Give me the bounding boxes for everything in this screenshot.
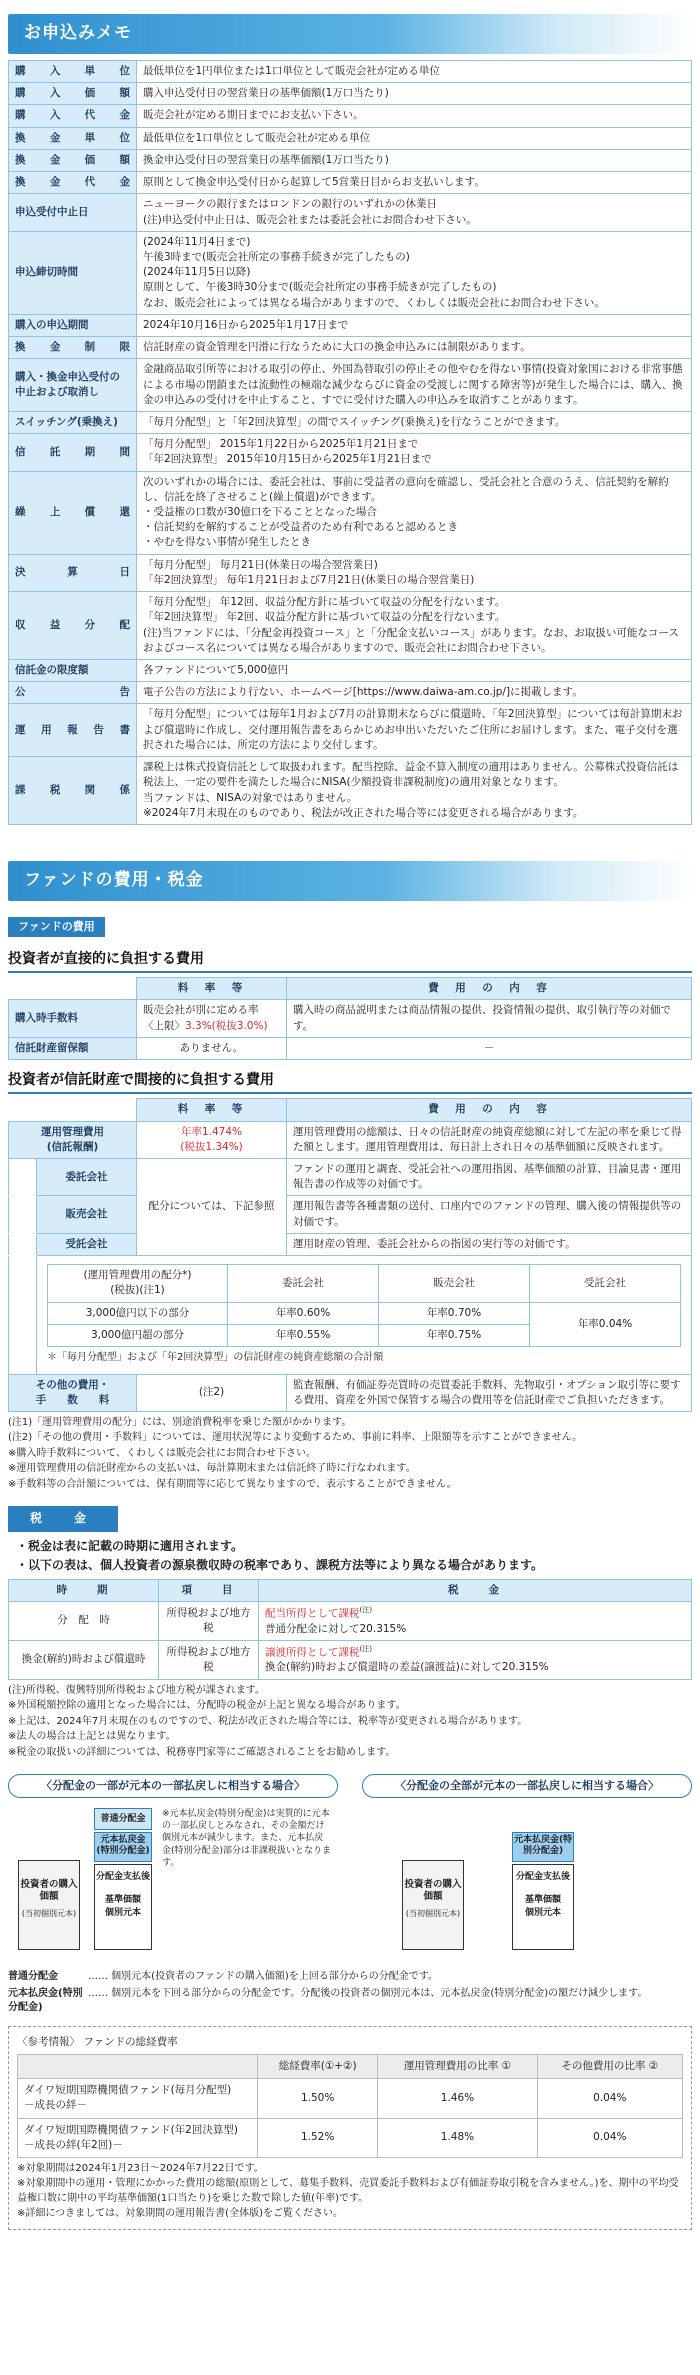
base-price-label: 基準価額 xyxy=(104,1895,141,1906)
memo-row xyxy=(9,660,692,682)
indiv-principal-label-right: 個別元本 xyxy=(524,1908,561,1919)
direct-cost-table xyxy=(8,977,692,1060)
ref-note: ※対象期間中の運用・管理にかかった費用の総額(原則として、募集手数料、売買委託手数料および有価証券取引税を含みません。)を、期中の平均受益権口数に期中の平均基準価額(1口当たり)を乗じた数で除した値(年率)です。 xyxy=(17,2178,679,2204)
memo-row-label: 購入・換金申込受付の中止および取消し xyxy=(9,359,137,412)
split-trustee: 年率0.04% xyxy=(530,1302,681,1346)
memo-row-value: 2024年10月16日から2025年1月17日まで xyxy=(137,314,692,336)
memo-row xyxy=(9,105,692,127)
purchase-fee-label: 購入時手数料 xyxy=(9,1000,137,1037)
split-row2-label: 3,000億円超の部分 xyxy=(48,1324,228,1346)
memo-row xyxy=(9,359,692,412)
memo-row-label: 購 入 価 額 xyxy=(9,83,137,105)
memo-row-value: 信託財産の資金管理を円滑に行なうために大口の換金申込みには制限があります。 xyxy=(137,337,692,359)
tax-note: (注)所得税、復興特別所得税および地方税が課されます。 xyxy=(8,1684,266,1696)
other-fee-rate: (注2) xyxy=(137,1374,287,1411)
mgmt-fee-desc: 運用管理費用の総額は、日々の信託財産の純資産総額に対して左記の率を乗じて得た額とします。運用管理費用は、毎日計上され日々の基準価額に反映されます。 xyxy=(287,1121,692,1158)
memo-row-value: (2024年11月4日まで) 午後3時まで(販売会社所定の事務手続きが完了したもの) (2024年11月5日以降) 原則として、午後3時30分まで(販売会社所定の事務手続きが完了したもの) なお、販売会社によっては異なる場合がありますので、くわしくは販売会社にお問合わせ下さい。 xyxy=(137,231,692,314)
party-consignor-label: 委託会社 xyxy=(37,1159,137,1196)
tax-bullet: ・以下の表は、個人投資者の源泉徴収時の税率であり、課税方法等により異なる場合があります。 xyxy=(16,1558,544,1573)
after-dist-box xyxy=(94,1864,152,1950)
investor-box-right xyxy=(402,1860,464,1950)
fee-note: (注2)「その他の費用・手数料」については、運用状況等により変動するため、事前に料率、上限額等を示すことができません。 xyxy=(8,1432,583,1444)
investor-label: 投資者の購入価額 xyxy=(20,1879,78,1903)
left-note-text: ※元本払戻金(特別分配金)は実質的に元本の一部払戻しとみなされ、その金額だけ個別元本が減少します。また、元本払戻金(特別分配金)部分は非課税扱いとなります。 xyxy=(162,1809,332,1868)
memo-row xyxy=(9,434,692,471)
memo-row-value: 課税上は株式投資信託として取扱われます。配当控除、益金不算入制度の適用はありません。公募株式投資信託は税法上、一定の要件を満たした場合にNISA(少額投資非課税制度)の適用対象となります。 当ファンドは、NISAの対象ではありません。 ※2024年7月末現在のものであり、税法が改正された場合等には変更される場合があります。 xyxy=(137,757,692,825)
split-row1-distributor: 年率0.70% xyxy=(379,1302,530,1324)
memo-row-value: 最低単位を1口単位として販売会社が定める単位 xyxy=(137,127,692,149)
tax-row2-item: 所得税および地方税 xyxy=(159,1640,259,1679)
party-distributor-label: 販売会社 xyxy=(37,1196,137,1233)
fee-note: (注1)「運用管理費用の配分」には、別途消費税率を乗じた額がかかります。 xyxy=(8,1416,352,1428)
memo-row xyxy=(9,704,692,757)
direct-head-rate: 料 率 等 xyxy=(137,978,287,1000)
tax-row1-rate: 普通分配金に対して20.315% xyxy=(265,1622,407,1635)
retention-rate: ありません。 xyxy=(137,1037,287,1059)
memo-row-label: 決 算 日 xyxy=(9,554,137,591)
ref-fund-1: ダイワ短期国際機関債ファンド(毎月分配型) －成長の絆－ xyxy=(18,2079,258,2118)
mgmt-fee-label: 運用管理費用 (信託報酬) xyxy=(9,1121,137,1158)
normal-dist-box: 普通分配金 xyxy=(94,1808,152,1830)
memo-row-label: 購入の申込期間 xyxy=(9,314,137,336)
memo-row xyxy=(9,757,692,825)
tax-head-when: 時 期 xyxy=(9,1579,159,1601)
split-row1-label: 3,000億円以下の部分 xyxy=(48,1302,228,1324)
investor-box xyxy=(18,1860,80,1950)
split-footnote: ＊「毎月分配型」および「年2回決算型」の信託財産の純資産総額の合計額 xyxy=(47,1352,384,1363)
ref-mgmt-2: 1.48% xyxy=(378,2118,537,2157)
memo-row-label: 購 入 単 位 xyxy=(9,61,137,83)
memo-row-label: スイッチング(乗換え) xyxy=(9,411,137,433)
split-head-1: 委託会社 xyxy=(228,1265,379,1302)
tax-label: 税 金 xyxy=(8,1506,118,1531)
fee-note: ※購入時手数料について、くわしくは販売会社にお問合わせ下さい。 xyxy=(8,1447,316,1459)
memo-row xyxy=(9,149,692,171)
ref-fund-2: ダイワ短期国際機関債ファンド(年2回決算型) －成長の絆(年2回)－ xyxy=(18,2118,258,2157)
tax-head-tax: 税 金 xyxy=(259,1579,692,1601)
direct-cost-heading: 投資者が直接的に負担する費用 xyxy=(8,949,692,973)
memo-row-label: 換 金 制 限 xyxy=(9,337,137,359)
memo-banner xyxy=(8,14,692,54)
party-trustee-label: 受託会社 xyxy=(37,1233,137,1255)
ref-other-1: 0.04% xyxy=(537,2079,682,2118)
memo-row-value: 各ファンドについて5,000億円 xyxy=(137,660,692,682)
after-label: 分配金支払後 xyxy=(95,1872,150,1883)
purchase-fee-desc: 購入時の商品説明または商品情報の提供、投資情報の提供、取引執行等の対価です。 xyxy=(287,1000,692,1037)
ref-head-1: 総経費率(①+②) xyxy=(258,2054,378,2078)
indirect-head-rate: 料 率 等 xyxy=(137,1099,287,1121)
tax-note: ※法人の場合は上記とは異なります。 xyxy=(8,1731,176,1743)
party-trustee-desc: 運用財産の管理、委託会社からの指図の実行等の対価です。 xyxy=(287,1233,692,1255)
ref-title: 〈参考情報〉 ファンドの総経費率 xyxy=(17,2035,178,2048)
legend-refund-text: …… 個別元本を下回る部分からの分配金です。分配後の投資者の個別元本は、元本払戻金(特別分配金)の額だけ減少します。 xyxy=(88,1987,648,1999)
tax-row2-rate: 換金(解約)時および償還時の差益(譲渡益)に対して20.315% xyxy=(265,1661,549,1674)
fees-title: ファンドの費用・税金 xyxy=(24,869,204,890)
memo-row-label: 信託金の限度額 xyxy=(9,660,137,682)
fee-note: ※運用管理費用の信託財産からの支払いは、毎計算期末または信託終了時に行なわれます。 xyxy=(8,1463,416,1475)
ref-note: ※対象期間は2024年1月23日～2024年7月22日です。 xyxy=(17,2162,264,2174)
memo-row xyxy=(9,194,692,231)
memo-row xyxy=(9,411,692,433)
principal-refund-box-right: 元本払戻金(特別分配金) xyxy=(512,1832,574,1862)
right-diagram-title: 〈分配金の全部が元本の一部払戻しに相当する場合〉 xyxy=(362,1774,692,1798)
memo-row-label: 公 告 xyxy=(9,682,137,704)
memo-row-label: 課 税 関 係 xyxy=(9,757,137,825)
purchase-fee-rate-a: 販売会社が別に定める率 xyxy=(143,1004,259,1017)
memo-row-value: 金融商品取引所等における取引の停止、外国為替取引の停止その他やむを得ない事情(投資対象国における非常事態による市場の閉鎖または流動性の極端な減少ならびに資金の受渡しに関する障害等)が発生した場合には、購入、換金の申込みの受付けを中止すること、すでに受付けた購入の申込みを取消すことがあります。 xyxy=(137,359,692,412)
memo-row-label: 換 金 価 額 xyxy=(9,149,137,171)
diagram-legend xyxy=(8,1970,692,2016)
tax-bullet: ・税金は表に記載の時期に適用されます。 xyxy=(16,1538,244,1553)
memo-row-value: ニューヨークの銀行またはロンドンの銀行のいずれかの休業日 (注)申込受付中止日は、販売会社または委託会社にお問合わせ下さい。 xyxy=(137,194,692,231)
memo-row-label: 運 用 報 告 書 xyxy=(9,704,137,757)
reference-box xyxy=(8,2026,692,2230)
tax-row1-item: 所得税および地方税 xyxy=(159,1601,259,1640)
fees-banner xyxy=(8,861,692,901)
memo-row-value: 換金申込受付日の翌営業日の基準価額(1万口当たり) xyxy=(137,149,692,171)
fee-note: ※手数料等の合計額については、保有期間等に応じて異なりますので、表示することができません。 xyxy=(8,1478,457,1490)
distribution-diagrams xyxy=(8,1774,692,1968)
tax-note: ※上記は、2024年7月末現在のものですので、税法が改正された場合等には、税率等が変更される場合があります。 xyxy=(8,1715,528,1727)
memo-row xyxy=(9,592,692,660)
memo-row xyxy=(9,337,692,359)
memo-row-label: 申込受付中止日 xyxy=(9,194,137,231)
other-fee-label: その他の費用・ 手 数 料 xyxy=(9,1374,137,1411)
memo-title: お申込みメモ xyxy=(24,23,132,43)
memo-row-label: 換 金 代 金 xyxy=(9,172,137,194)
investor-sub-right: (当初個別元本) xyxy=(405,1908,461,1918)
legend-normal-key: 普通分配金 xyxy=(8,1971,58,1983)
memo-row-label: 繰 上 償 還 xyxy=(9,471,137,554)
ref-total-2: 1.52% xyxy=(258,2118,378,2157)
memo-row-value: 「毎月分配型」 毎月21日(休業日の場合翌営業日) 「年2回決算型」 毎年1月21日および7月21日(休業日の場合翌営業日) xyxy=(137,554,692,591)
memo-row xyxy=(9,314,692,336)
memo-row-label: 購 入 代 金 xyxy=(9,105,137,127)
memo-row-value: 「毎月分配型」 年12回、収益分配方針に基づいて収益の分配を行ないます。 「年2回決算型」 年2回、収益分配方針に基づいて収益の分配を行ないます。 (注)当ファンドには、「分配金再投資コース」と「分配金支払いコース」があります。なお、お取扱い可能なコースおよびコース名については異なる場合がありますので、販売会社にお問合わせ下さい。 xyxy=(137,592,692,660)
memo-row-label: 信 託 期 間 xyxy=(9,434,137,471)
ref-total-1: 1.50% xyxy=(258,2079,378,2118)
indirect-head-desc: 費 用 の 内 容 xyxy=(287,1099,692,1121)
ref-note: ※詳細につきましては、対象期間の運用報告書(全体版)をご覧ください。 xyxy=(17,2208,343,2220)
indirect-cost-table xyxy=(8,1098,692,1412)
retention-label: 信託財産留保額 xyxy=(9,1037,137,1059)
after-label-right: 分配金支払後 xyxy=(515,1872,570,1883)
indirect-cost-heading: 投資者が信託財産で間接的に負担する費用 xyxy=(8,1070,692,1094)
tax-note: ※外国税額控除の適用となった場合には、分配時の税金が上記と異なる場合があります。 xyxy=(8,1700,406,1712)
investor-label-right: 投資者の購入価額 xyxy=(404,1879,462,1903)
memo-row-value: 次のいずれかの場合には、委託会社は、事前に受益者の意向を確認し、受託会社と合意のうえ、信託契約を解約し、信託を終了させること(繰上償還)ができます。 ・受益権の口数が30億口を下ることとなった場合 ・信託契約を解約することが受益者のため有利であると認めるとき ・やむを得ない事情が発生したとき xyxy=(137,471,692,554)
split-head-3: 受託会社 xyxy=(530,1265,681,1302)
memo-row xyxy=(9,127,692,149)
memo-row xyxy=(9,554,692,591)
split-table xyxy=(47,1264,681,1347)
memo-row-value: 原則として換金申込受付日から起算して5営業日目からお支払いします。 xyxy=(137,172,692,194)
split-head-0: (運用管理費用の配分*) (税抜)(注1) xyxy=(48,1265,228,1302)
left-diagram-title: 〈分配金の一部が元本の一部払戻しに相当する場合〉 xyxy=(8,1774,338,1798)
legend-normal-text: …… 個別元本(投資者のファンドの購入価額)を上回る部分からの分配金です。 xyxy=(88,1971,438,1983)
partial-refund-diagram xyxy=(8,1774,338,1968)
ref-head-0 xyxy=(18,2054,258,2078)
purchase-fee-rate-b: 〈上限〉 xyxy=(143,1019,185,1032)
split-row2-consignor: 年率0.55% xyxy=(228,1324,379,1346)
other-fee-desc: 監査報酬、有価証券売買時の売買委託手数料、先物取引・オプション取引等に要する費用、資産を外国で保管する場合の費用等を信託財産でご負担いただきます。 xyxy=(287,1374,692,1411)
memo-row xyxy=(9,61,692,83)
memo-row-value: 「毎月分配型」については毎年1月および7月の計算期末ならびに償還時、「年2回決算型」については毎計算期末および償還時に作成し、交付運用報告書をあらかじめお申出いただいたご住所にお届けします。また、電子交付を選択された場合には、所定の方法により交付します。 xyxy=(137,704,692,757)
purchase-fee-rate-c: 3.3%(税抜3.0%) xyxy=(185,1019,268,1032)
investor-sub: (当初個別元本) xyxy=(21,1908,77,1918)
memo-row-value: 販売会社が定める期日までにお支払い下さい。 xyxy=(137,105,692,127)
memo-row-value: 「毎月分配型」 2015年1月22日から2025年1月21日まで 「年2回決算型」 2015年10月15日から2025年1月21日まで xyxy=(137,434,692,471)
mgmt-fee-rate: 年率1.474% xyxy=(180,1125,243,1138)
split-row2-distributor: 年率0.75% xyxy=(379,1324,530,1346)
memo-row-value: 「毎月分配型」と「年2回決算型」の間でスイッチング(乗換え)を行なうことができます。 xyxy=(137,411,692,433)
memo-row-value: 電子公告の方法により行ない、ホームページ[https://www.daiwa-am.co.jp/]に掲載します。 xyxy=(137,682,692,704)
left-diagram-note xyxy=(162,1808,332,1869)
tax-row1-type: 配当所得として課税 xyxy=(265,1607,360,1620)
split-note: 配分については、下記参照 xyxy=(137,1159,287,1256)
mgmt-fee-rate-ex-tax: (税抜1.34%) xyxy=(180,1140,243,1153)
tax-head-item: 項 目 xyxy=(159,1579,259,1601)
memo-row xyxy=(9,172,692,194)
split-head-2: 販売会社 xyxy=(379,1265,530,1302)
tax-row2-sup: (注) xyxy=(359,1644,372,1653)
tax-row1-when: 分 配 時 xyxy=(9,1601,159,1640)
base-price-label-right: 基準価額 xyxy=(524,1895,561,1906)
after-dist-box-right xyxy=(512,1864,574,1950)
tax-row1-sup: (注) xyxy=(359,1605,372,1614)
ref-table xyxy=(17,2054,683,2158)
direct-head-desc: 費 用 の 内 容 xyxy=(287,978,692,1000)
retention-desc: － xyxy=(287,1037,692,1059)
fee-notes xyxy=(8,1416,692,1493)
party-distributor-desc: 運用報告書等各種書類の送付、口座内でのファンドの管理、購入後の情報提供等の対価です。 xyxy=(287,1196,692,1233)
memo-row-label: 換 金 単 位 xyxy=(9,127,137,149)
tax-row2-when: 換金(解約)時および償還時 xyxy=(9,1640,159,1679)
ref-head-2: 運用管理費用の比率 ① xyxy=(378,2054,537,2078)
memo-table xyxy=(8,60,692,825)
memo-row xyxy=(9,682,692,704)
tax-row2-type: 譲渡所得として課税 xyxy=(265,1646,360,1659)
indiv-principal-label: 個別元本 xyxy=(104,1908,141,1919)
tax-table xyxy=(8,1579,692,1680)
memo-row-value: 最低単位を1円単位または1口単位として販売会社が定める単位 xyxy=(137,61,692,83)
memo-row-value: 購入申込受付日の翌営業日の基準価額(1万口当たり) xyxy=(137,83,692,105)
ref-head-3: その他費用の比率 ② xyxy=(537,2054,682,2078)
ref-mgmt-1: 1.46% xyxy=(378,2079,537,2118)
memo-row xyxy=(9,83,692,105)
memo-row xyxy=(9,231,692,314)
split-row1-consignor: 年率0.60% xyxy=(228,1302,379,1324)
tax-note: ※税金の取扱いの詳細については、税務専門家等にご確認されることをお勧めします。 xyxy=(8,1746,396,1758)
memo-row-label: 申込締切時間 xyxy=(9,231,137,314)
ref-other-2: 0.04% xyxy=(537,2118,682,2157)
party-consignor-desc: ファンドの運用と調査、受託会社への運用指図、基準価額の計算、目論見書・運用報告書の作成等の対価です。 xyxy=(287,1159,692,1196)
principal-refund-box: 元本払戻金(特別分配金) xyxy=(94,1832,152,1862)
tax-notes xyxy=(8,1684,692,1761)
legend-refund-key: 元本払戻金(特別分配金) xyxy=(8,1987,83,2014)
fees-subheading: ファンドの費用 xyxy=(8,917,105,937)
memo-row-label: 収 益 分 配 xyxy=(9,592,137,660)
memo-row xyxy=(9,471,692,554)
full-refund-diagram xyxy=(362,1774,692,1968)
